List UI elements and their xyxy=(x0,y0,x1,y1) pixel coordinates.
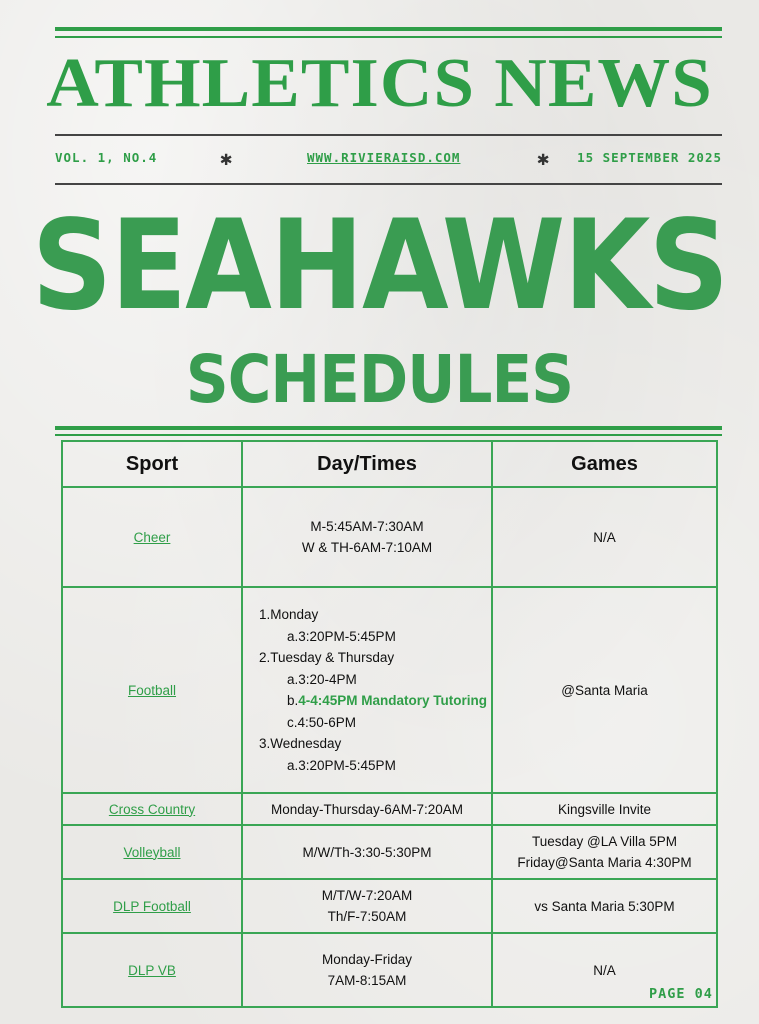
list-item: 2.Tuesday & Thursday xyxy=(259,650,395,665)
games-cell xyxy=(492,487,717,587)
times-cell xyxy=(242,793,492,825)
table-top-rule-thick xyxy=(55,426,722,430)
sport-link-cross-country[interactable]: Cross Country xyxy=(108,801,196,817)
table-row xyxy=(62,933,717,1007)
top-rule-thick xyxy=(55,27,722,31)
times-cell xyxy=(242,879,492,933)
schedule-table xyxy=(61,440,718,1008)
asterisk-icon: ✱ xyxy=(220,146,234,170)
table-top-rule-thin xyxy=(55,434,722,436)
masthead-divider-top xyxy=(55,134,722,136)
headline-seahawks: SEAHAWKS xyxy=(31,192,728,338)
mandatory-tutoring-text: 4-4:45PM Mandatory Tutoring xyxy=(298,693,488,708)
sport-link-football[interactable]: Football xyxy=(127,682,177,698)
list-item: 1.Monday xyxy=(259,607,319,622)
time-entry: Monday-Friday xyxy=(321,952,413,967)
times-cell xyxy=(242,587,492,793)
top-rule-thin xyxy=(55,36,722,38)
football-schedule-list xyxy=(243,604,491,776)
games-cell xyxy=(492,879,717,933)
sport-link-cheer[interactable]: Cheer xyxy=(133,529,171,545)
column-header-day-times: Day/Times xyxy=(242,441,492,487)
list-item-highlight: b.4-4:45PM Mandatory Tutoring xyxy=(287,693,488,708)
times-cell xyxy=(242,933,492,1007)
volume-label: VOL. 1, NO.4 xyxy=(55,150,158,165)
sport-link-volleyball[interactable]: Volleyball xyxy=(123,844,181,860)
games-cell xyxy=(492,587,717,793)
sport-cell xyxy=(62,825,242,879)
times-cell xyxy=(242,487,492,587)
game-entry: Kingsville Invite xyxy=(557,801,652,817)
games-cell xyxy=(492,825,717,879)
games-cell xyxy=(492,793,717,825)
list-item: a.3:20PM-5:45PM xyxy=(287,757,396,773)
time-entry: Th/F-7:50AM xyxy=(327,909,407,924)
table-row xyxy=(62,793,717,825)
masthead-title: ATHLETICS NEWS xyxy=(46,45,713,122)
time-entry: W & TH-6AM-7:10AM xyxy=(301,540,433,555)
asterisk-icon: ✱ xyxy=(537,146,551,170)
issue-date: 15 SEPTEMBER 2025 xyxy=(577,150,722,165)
times-cell xyxy=(242,825,492,879)
page-number: PAGE 04 xyxy=(649,986,713,1002)
table-row xyxy=(62,825,717,879)
game-entry: @Santa Maria xyxy=(561,682,648,698)
table-header-row xyxy=(62,441,717,487)
masthead-info-row xyxy=(55,146,722,170)
game-entry: N/A xyxy=(593,962,616,978)
masthead-divider-bottom xyxy=(55,183,722,185)
list-item: 3.Wednesday xyxy=(259,736,342,751)
column-header-games: Games xyxy=(492,441,717,487)
game-entry: N/A xyxy=(593,529,616,545)
time-entry: M/T/W-7:20AM xyxy=(321,888,413,903)
table-row xyxy=(62,587,717,793)
game-entry: vs Santa Maria 5:30PM xyxy=(534,898,675,914)
time-entry: M/W/Th-3:30-5:30PM xyxy=(302,844,432,860)
headline-schedules: SCHEDULES xyxy=(185,341,574,418)
game-entry: Tuesday @LA Villa 5PM xyxy=(531,834,678,849)
sport-link-dlp-vb[interactable]: DLP VB xyxy=(128,962,176,978)
list-item: a.3:20-4PM xyxy=(287,671,357,687)
sport-cell xyxy=(62,793,242,825)
table-row xyxy=(62,487,717,587)
column-header-sport: Sport xyxy=(62,441,242,487)
table-row xyxy=(62,879,717,933)
sport-cell xyxy=(62,587,242,793)
sport-link-dlp-football[interactable]: DLP Football xyxy=(113,898,191,914)
time-entry: M-5:45AM-7:30AM xyxy=(310,519,424,534)
list-item: a.3:20PM-5:45PM xyxy=(287,628,396,644)
list-item: c.4:50-6PM xyxy=(287,714,357,730)
sport-cell xyxy=(62,879,242,933)
time-entry: 7AM-8:15AM xyxy=(327,973,407,988)
game-entry: Friday@Santa Maria 4:30PM xyxy=(517,855,692,870)
time-entry: Monday-Thursday-6AM-7:20AM xyxy=(270,801,464,817)
sport-cell xyxy=(62,487,242,587)
website-link[interactable]: WWW.RIVIERAISD.COM xyxy=(307,150,461,165)
sport-cell xyxy=(62,933,242,1007)
